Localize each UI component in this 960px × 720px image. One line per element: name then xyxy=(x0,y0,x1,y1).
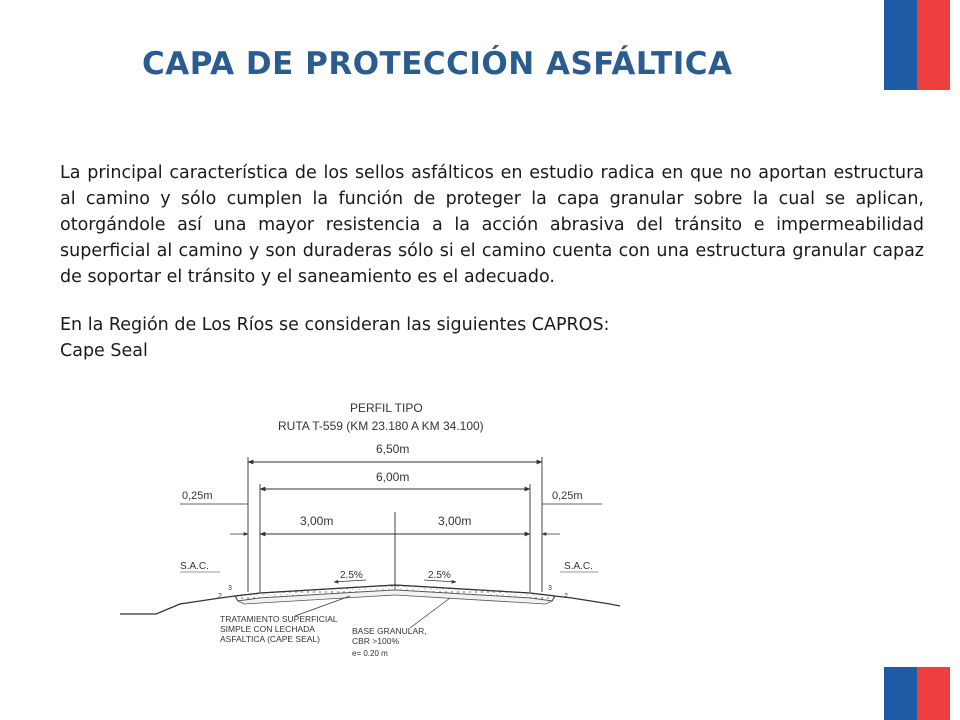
page-title: CAPA DE PROTECCIÓN ASFÁLTICA xyxy=(142,46,733,82)
paragraph-description: La principal característica de los sellos asfálticos en estudio radica en que no aportan estructura al camino y sólo cumplen la función de proteger la capa granular sobre la cual se aplican, otorgándole así una mayor resistencia a la acción abrasiva del tránsito e impermeabilidad superficial al camino y son duraderas sólo si el camino cuenta con una estructura granular capaz de soportar el tránsito y el saneamiento es el adecuado. xyxy=(60,163,924,287)
road-cross-section xyxy=(120,585,620,614)
road-profile-diagram xyxy=(120,392,620,670)
dimension-total-label: 6,50m xyxy=(376,442,410,456)
shoulder-left-label: 0,25m xyxy=(182,490,213,502)
ratio-right-3: 3 xyxy=(548,585,552,592)
treatment-label-2: SIMPLE CON LECHADA xyxy=(220,624,315,634)
treatment-label-1: TRATAMIENTO SUPERFICIAL xyxy=(220,614,338,624)
flag-decoration-bottom xyxy=(884,667,950,720)
body-text xyxy=(60,160,924,364)
paragraph-cape-seal: Cape Seal xyxy=(60,341,148,361)
diagram-heading: PERFIL TIPO xyxy=(350,401,423,415)
ratio-left-3: 3 xyxy=(228,585,232,592)
base-label-2: CBR >100% xyxy=(352,636,400,646)
dimension-lane-right-label: 3,00m xyxy=(438,514,472,528)
base-label-1: BASE GRANULAR, xyxy=(352,626,427,636)
slope-right-label: 2.5% xyxy=(428,570,451,581)
paragraph-capros: En la Región de Los Ríos se consideran las siguientes CAPROS: xyxy=(60,315,610,335)
dimension-lane-left-label: 3,00m xyxy=(300,514,334,528)
ratio-right-2: 2 xyxy=(564,593,568,600)
sac-right-label: S.A.C. xyxy=(564,561,593,572)
flag-decoration-top xyxy=(884,0,950,90)
dimension-paved-label: 6,00m xyxy=(376,470,410,484)
ratio-left-2: 2 xyxy=(218,593,222,600)
sac-left-label: S.A.C. xyxy=(180,561,209,572)
treatment-label-3: ASFALTICA (CAPE SEAL) xyxy=(220,634,320,644)
shoulder-right-label: 0,25m xyxy=(552,490,583,502)
diagram-subheading: RUTA T-559 (KM 23.180 A KM 34.100) xyxy=(278,419,484,433)
slope-left-label: 2.5% xyxy=(340,570,363,581)
base-label-3: e= 0.20 m xyxy=(352,649,388,658)
